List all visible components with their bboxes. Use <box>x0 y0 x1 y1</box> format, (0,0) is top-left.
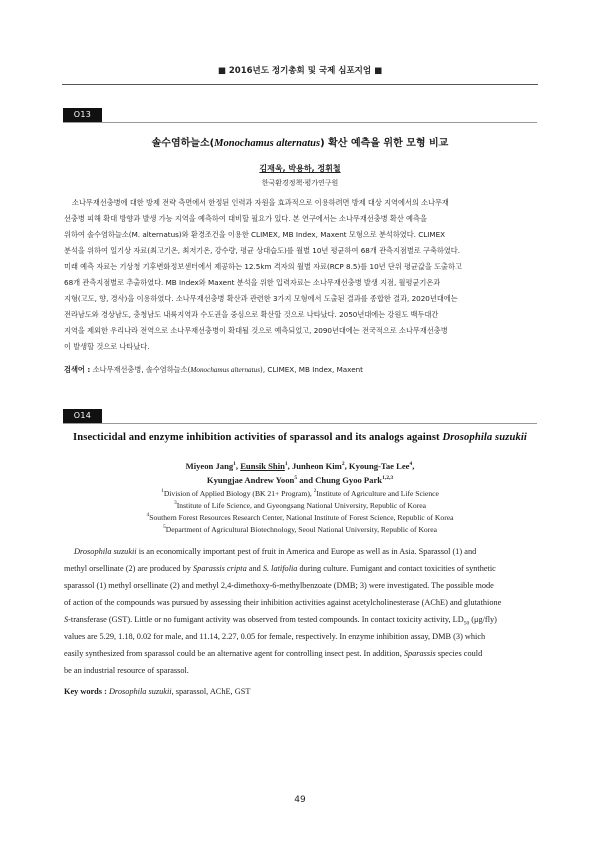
abstract-title: Insecticidal and enzyme inhibition activities of sparassol and its analogs against Drosophila suzukii <box>73 432 527 443</box>
abstract-affiliation: 한국환경정책·평가연구원 <box>261 179 339 187</box>
abstract-body-line: 분석을 위하여 일기상 자료(최고기온, 최저기온, 강수량, 평균 상대습도)를 월별 10년 평균하여 68개 관측지점별로 구축하였다. <box>64 246 461 255</box>
running-header: ■ 2016년도 정기총회 및 국제 심포지엄 ■ <box>217 66 383 76</box>
abstract-number-badge: O14 <box>63 409 102 423</box>
abstract-affiliation: $^4$Southern Forest Resources Research Center, National Institute of Forest Science, Republic of Korea <box>146 512 454 522</box>
abstract-affiliation: $^5$Department of Agricultural Biotechnology, Seoul National University, Republic of Korea <box>162 524 438 534</box>
abstract-divider <box>63 423 537 424</box>
abstract-authors: 김재욱, 박용하, 정휘철 <box>259 164 341 173</box>
abstract-body-line: of action of the compounds was pursued by assessing their inhibition activities against acetylcholinesterase (AChE) and glutathione <box>64 598 502 607</box>
abstract-divider <box>63 122 537 123</box>
abstract-body-line: values are 5.29, 1.18, 0.02 for male, and 11.14, 2.27, 0.05 for female, respectively. In enzyme inhibition assay, DMB (3) which <box>64 632 486 641</box>
abstract-body-line: 선충병 피해 확대 방향과 발생 가능 지역을 예측하여 대비할 필요가 있다. 본 연구에서는 소나무재선충병 확산 예측을 <box>64 214 427 223</box>
abstract-body-line: sparassol (1) methyl orsellinate (2) and methyl 2,4-dimethoxy-6-methylbenzoate (DMB; 3) were investigated. The possible mode <box>64 581 494 590</box>
abstract-body-line: 68개 관측지점별로 추출하였다. MB Index와 Maxent 분석을 위한 입력자료는 소나무재선충병 발생 지점, 월평균기온과 <box>64 278 441 287</box>
abstract-body-line: be an industrial resource of sparassol. <box>64 666 189 675</box>
abstract-affiliation: $^3$Institute of Life Science, and Gyeongsang National University, Republic of Korea <box>174 500 426 510</box>
abstract-number-badge: O13 <box>63 108 102 122</box>
abstract-body-line: 위하여 솔수염하늘소(M. alternatus)와 환경조건을 이용한 CLIMEX, MB Index, Maxent 모형으로 분석하였다. CLIMEX <box>64 230 446 239</box>
abstract-body-line: 전라남도와 경상남도, 충청남도 내륙지역과 수도권을 중심으로 확산할 것으로 나타났다. 2050년대에는 강원도 백두대간 <box>64 310 439 319</box>
abstract-body-line: Drosophila suzukii is an economically important pest of fruit in America and Europe as well as in Asia. Sparassol (1) and <box>74 547 477 556</box>
header-divider <box>62 84 538 85</box>
abstract-body-line: 지형(고도, 향, 경사)을 이용하였다. 소나무재선충병 확산과 관련한 3가지 모형에서 도출된 결과를 종합한 결과, 2020년대에는 <box>64 294 458 303</box>
page-number: 49 <box>294 795 306 805</box>
abstract-title: 솔수염하늘소(Monochamus alternatus) 확산 예측을 위한 모형 비교 <box>151 138 449 149</box>
abstract-body-line: 지역을 제외한 우리나라 전역으로 소나무재선충병이 확대될 것으로 예측되었고, 2090년대에는 전국적으로 소나무재선충병 <box>64 326 448 335</box>
abstract-keywords: 검색어 : 소나무재선충병, 솔수염하늘소(Monochamus alternatus), CLIMEX, MB Index, Maxent <box>64 365 364 374</box>
abstract-body-line: 소나무재선충병에 대한 방제 전략 측면에서 한정된 인력과 자원을 효과적으로 이용하려면 방제 대상 지역에서의 소나무재 <box>72 198 449 207</box>
abstract-affiliation: $^1$Division of Applied Biology (BK 21+ Program), $^2$Institute of Agriculture and Life Science <box>161 488 439 498</box>
abstract-body-line: easily synthesized from sparassol could be an alternative agent for controlling insect pest. In addition, Sparassis species could <box>64 649 483 658</box>
abstract-keywords: Key words : Drosophila suzukii, sparassol, AChE, GST <box>64 687 251 696</box>
abstract-body-line: 이 발생할 것으로 나타났다. <box>64 342 150 351</box>
abstract-authors: Kyungjae Andrew Yoon$^5$ and Chung Gyoo Park$^{1,2,3}$ <box>206 475 394 485</box>
abstract-body-line: methyl orsellinate (2) are produced by Sparassis cripta and S. latifolia during culture. Fumigant and contact toxicities of synthetic <box>64 564 496 573</box>
abstract-body-line: S-transferase (GST). Little or no fumigant activity was observed from tested compounds. In contact toxicity activity, $LD_{50}$ (μg/fly) <box>64 615 497 627</box>
abstract-authors: Miyeon Jang$^1$, Eunsik Shin$^1$, Junheon Kim$^2$, Kyoung-Tae Lee$^4$, <box>185 461 415 471</box>
abstract-body-line: 미래 예측 자료는 기상청 기후변화정보센터에서 제공하는 12.5km 격자의 월별 자료(RCP 8.5)를 10년 단위 평균값을 도출하고 <box>64 262 462 271</box>
